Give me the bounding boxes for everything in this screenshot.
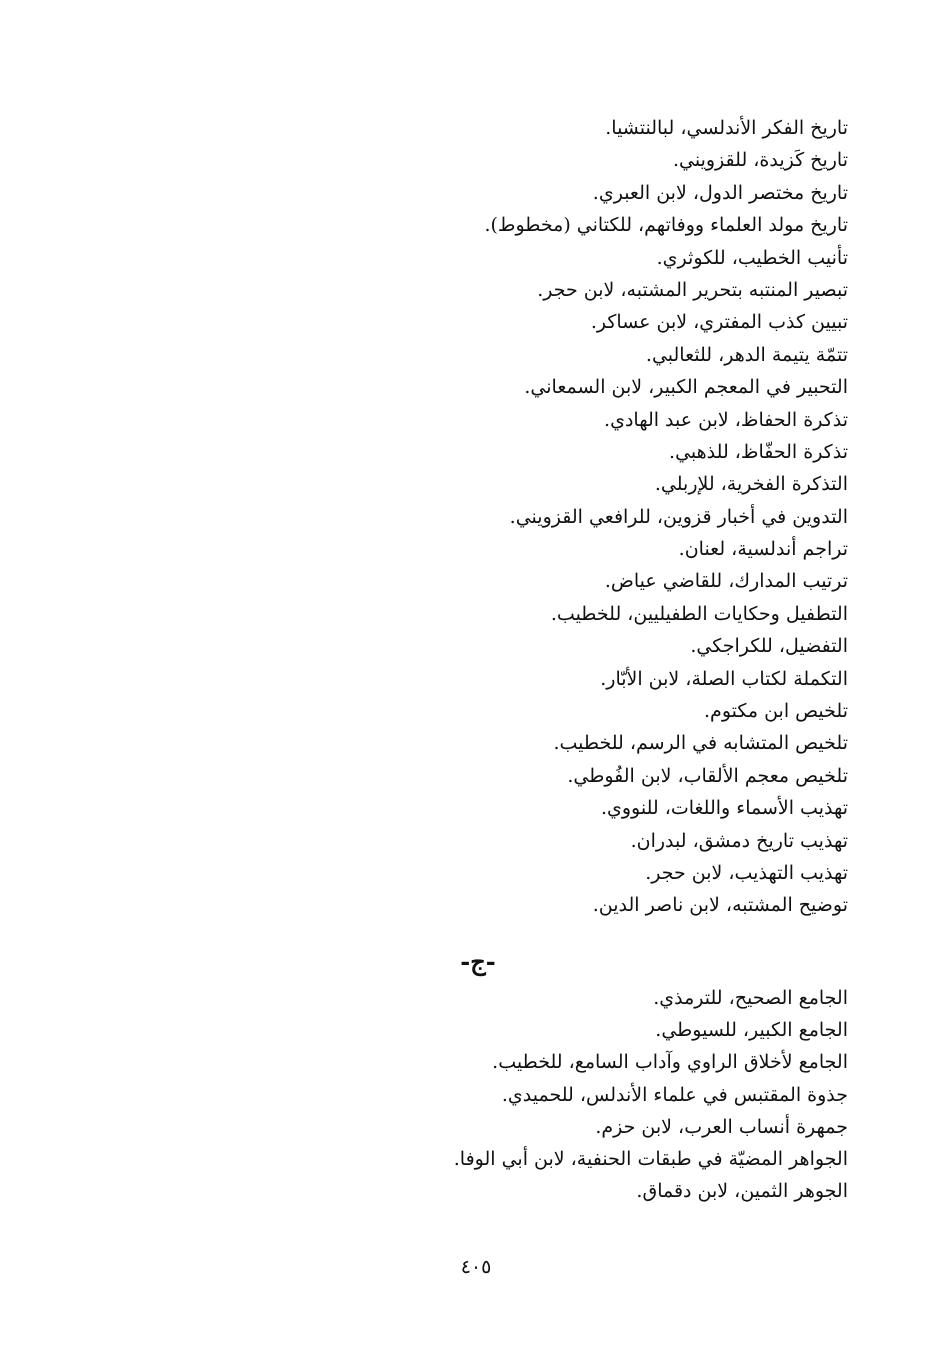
page-number: ٤٠٥	[460, 1256, 492, 1278]
bibliography-entry: الجامع الصحيح، للترمذي.	[653, 987, 848, 1009]
bibliography-entry: تاريخ مختصر الدول، لابن العبري.	[592, 181, 848, 204]
bibliography-entry: تهذيب الأسماء واللغات، للنووي.	[600, 797, 848, 820]
bibliography-entry: ترتيب المدارك، للقاضي عياض.	[604, 570, 848, 593]
bibliography-entry: جمهرة أنساب العرب، لابن حزم.	[595, 1115, 848, 1138]
section-heading-jim: -ج-	[460, 947, 496, 976]
bibliography-entry: الجامع الكبير، للسيوطي.	[655, 1019, 848, 1042]
bibliography-entry: تلخيص معجم الألقاب، لابن الفُوطي.	[567, 764, 848, 787]
bibliography-entry: التذكرة الفخرية، للإربلي.	[654, 473, 848, 496]
bibliography-entry: التحبير في المعجم الكبير، لابن السمعاني.	[524, 376, 848, 399]
bibliography-entry: تهذيب تاريخ دمشق، لبدران.	[630, 829, 848, 852]
bibliography-entry: تتمّة يتيمة الدهر، للثعالبي.	[645, 343, 848, 366]
bibliography-entry: تهذيب التهذيب، لابن حجر.	[645, 861, 848, 884]
bibliography-entry: تلخيص المتشابه في الرسم، للخطيب.	[553, 732, 848, 755]
bibliography-entry: تلخيص ابن مكتوم.	[704, 700, 848, 723]
section-ta-list	[288, 112, 848, 922]
bibliography-entry: التفضيل، للكراجكي.	[690, 635, 848, 658]
section-jim-list	[288, 982, 848, 1207]
bibliography-entry: تذكرة الحفاظ، لابن عبد الهادي.	[604, 408, 848, 431]
bibliography-entry: التكملة لكتاب الصلة، لابن الأبّار.	[600, 667, 848, 690]
bibliography-entry: تذكرة الحفّاظ، للذهبي.	[669, 440, 848, 463]
bibliography-entry: تراجم أندلسية، لعنان.	[678, 538, 848, 561]
bibliography-entry: الجواهر المضيّة في طبقات الحنفية، لابن أبي الوفا.	[453, 1147, 848, 1170]
bibliography-entry: تبصير المنتبه بتحرير المشتبه، لابن حجر.	[537, 278, 848, 301]
bibliography-entry: التدوين في أخبار قزوين، للرافعي القزويني.	[509, 505, 848, 528]
bibliography-entry: توضيح المشتبه، لابن ناصر الدين.	[592, 894, 848, 917]
bibliography-entry: تاريخ مولد العلماء ووفاتهم، للكتاني (مخطوط).	[484, 214, 848, 237]
bibliography-entry: الجامع لأخلاق الراوي وآداب السامع، للخطيب.	[492, 1051, 848, 1074]
bibliography-entry: تاريخ الفكر الأندلسي، لبالنتشيا.	[605, 117, 848, 139]
bibliography-entry: الجوهر الثمين، لابن دقماق.	[636, 1180, 848, 1203]
bibliography-entry: تأنيب الخطيب، للكوثري.	[656, 246, 848, 269]
bibliography-entry: التطفيل وحكايات الطفيليين، للخطيب.	[550, 602, 848, 625]
bibliography-entry: تبيين كذب المفتري، لابن عساكر.	[590, 311, 848, 334]
bibliography-entry: جذوة المقتبس في علماء الأندلس، للحميدي.	[501, 1083, 848, 1106]
bibliography-entry: تاريخ كَزيدة، للقزويني.	[672, 149, 848, 172]
